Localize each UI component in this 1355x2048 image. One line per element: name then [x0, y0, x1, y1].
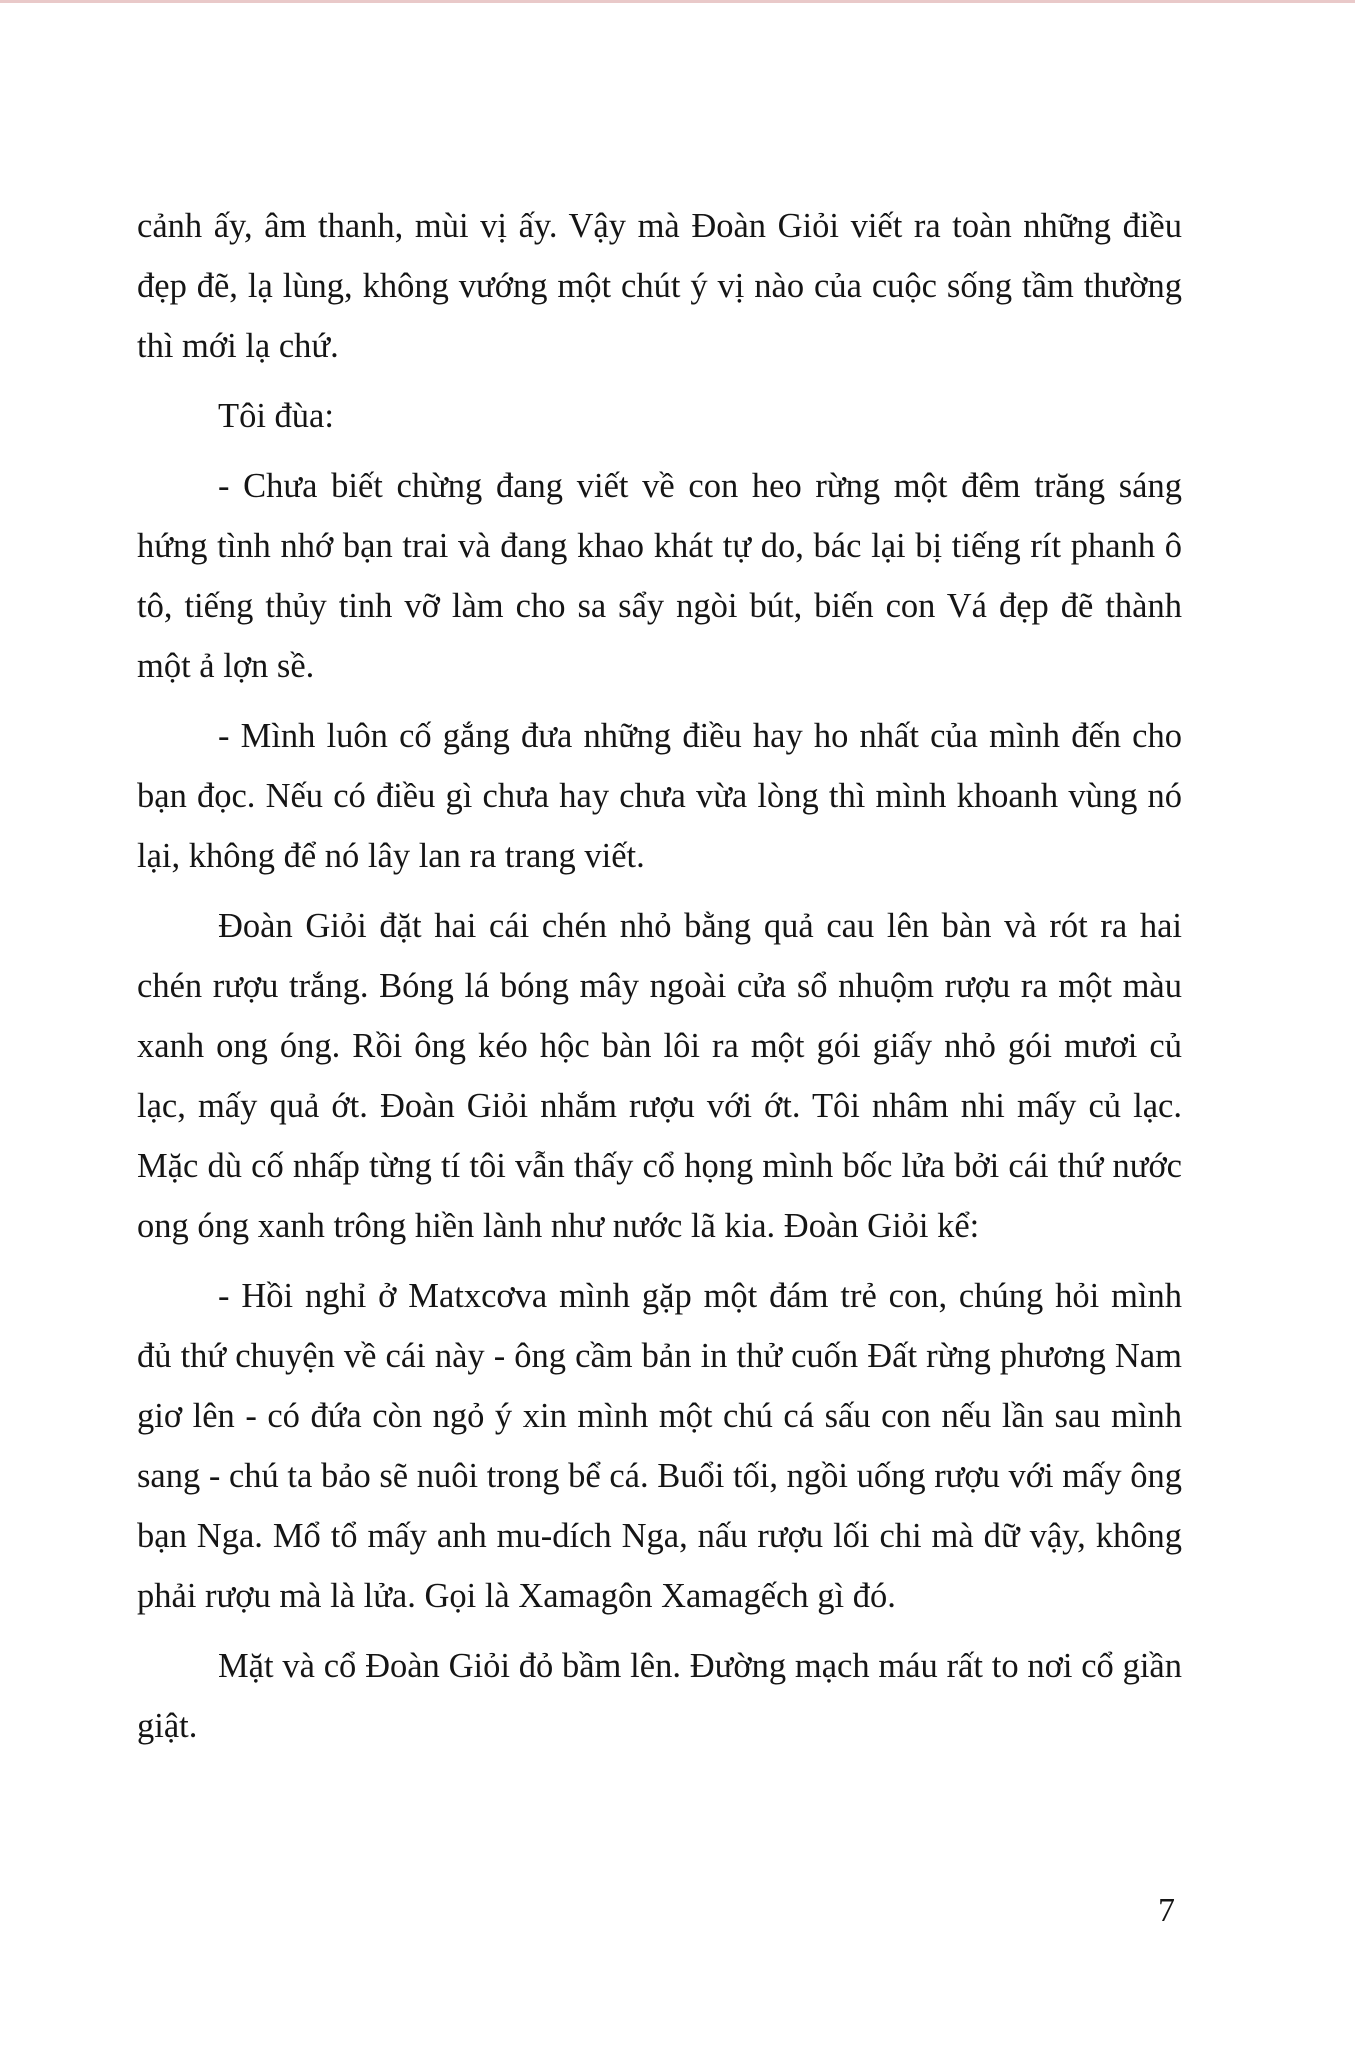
dialogue-paragraph: - Mình luôn cố gắng đưa những điều hay ho nhất của mình đến cho bạn đọc. Nếu có điều gì chưa hay chưa vừa lòng thì mình khoanh vùng nó lại, không để nó lây lan ra trang viết.: [137, 717, 1182, 875]
page-number: 7: [1158, 1892, 1175, 1929]
paragraph: Mặt và cổ Đoàn Giỏi đỏ bầm lên. Đường mạch máu rất to nơi cổ giần giật.: [137, 1647, 1182, 1745]
paragraph-continued: cảnh ấy, âm thanh, mùi vị ấy. Vậy mà Đoàn Giỏi viết ra toàn những điều đẹp đẽ, lạ lùng, không vướng một chút ý vị nào của cuộc sống tầm thường thì mới lạ chứ.: [137, 207, 1182, 365]
page-body: [137, 196, 1182, 1766]
dialogue-paragraph: - Chưa biết chừng đang viết về con heo rừng một đêm trăng sáng hứng tình nhớ bạn trai và đang khao khát tự do, bác lại bị tiếng rít phanh ô tô, tiếng thủy tinh vỡ làm cho sa sẩy ngòi bút, biến con Vá đẹp đẽ thành một ả lợn sề.: [137, 467, 1182, 685]
page-top-edge: [0, 0, 1355, 3]
paragraph: Tôi đùa:: [218, 397, 334, 435]
dialogue-paragraph: - Hồi nghỉ ở Matxcơva mình gặp một đám trẻ con, chúng hỏi mình đủ thứ chuyện về cái này - ông cầm bản in thử cuốn Đất rừng phương Nam giơ lên - có đứa còn ngỏ ý xin mình một chú cá sấu con nếu lần sau mình sang - chú ta bảo sẽ nuôi trong bể cá. Buổi tối, ngồi uống rượu với mấy ông bạn Nga. Mổ tổ mấy anh mu-dích Nga, nấu rượu lối chi mà dữ vậy, không phải rượu mà là lửa. Gọi là Xamagôn Xamagếch gì đó.: [137, 1277, 1182, 1615]
paragraph: Đoàn Giỏi đặt hai cái chén nhỏ bằng quả cau lên bàn và rót ra hai chén rượu trắng. Bóng lá bóng mây ngoài cửa sổ nhuộm rượu ra một màu xanh ong óng. Rồi ông kéo hộc bàn lôi ra một gói giấy nhỏ gói mươi củ lạc, mấy quả ớt. Đoàn Giỏi nhắm rượu với ớt. Tôi nhâm nhi mấy củ lạc. Mặc dù cố nhấp từng tí tôi vẫn thấy cổ họng mình bốc lửa bởi cái thứ nước ong óng xanh trông hiền lành như nước lã kia. Đoàn Giỏi kể:: [137, 907, 1182, 1245]
